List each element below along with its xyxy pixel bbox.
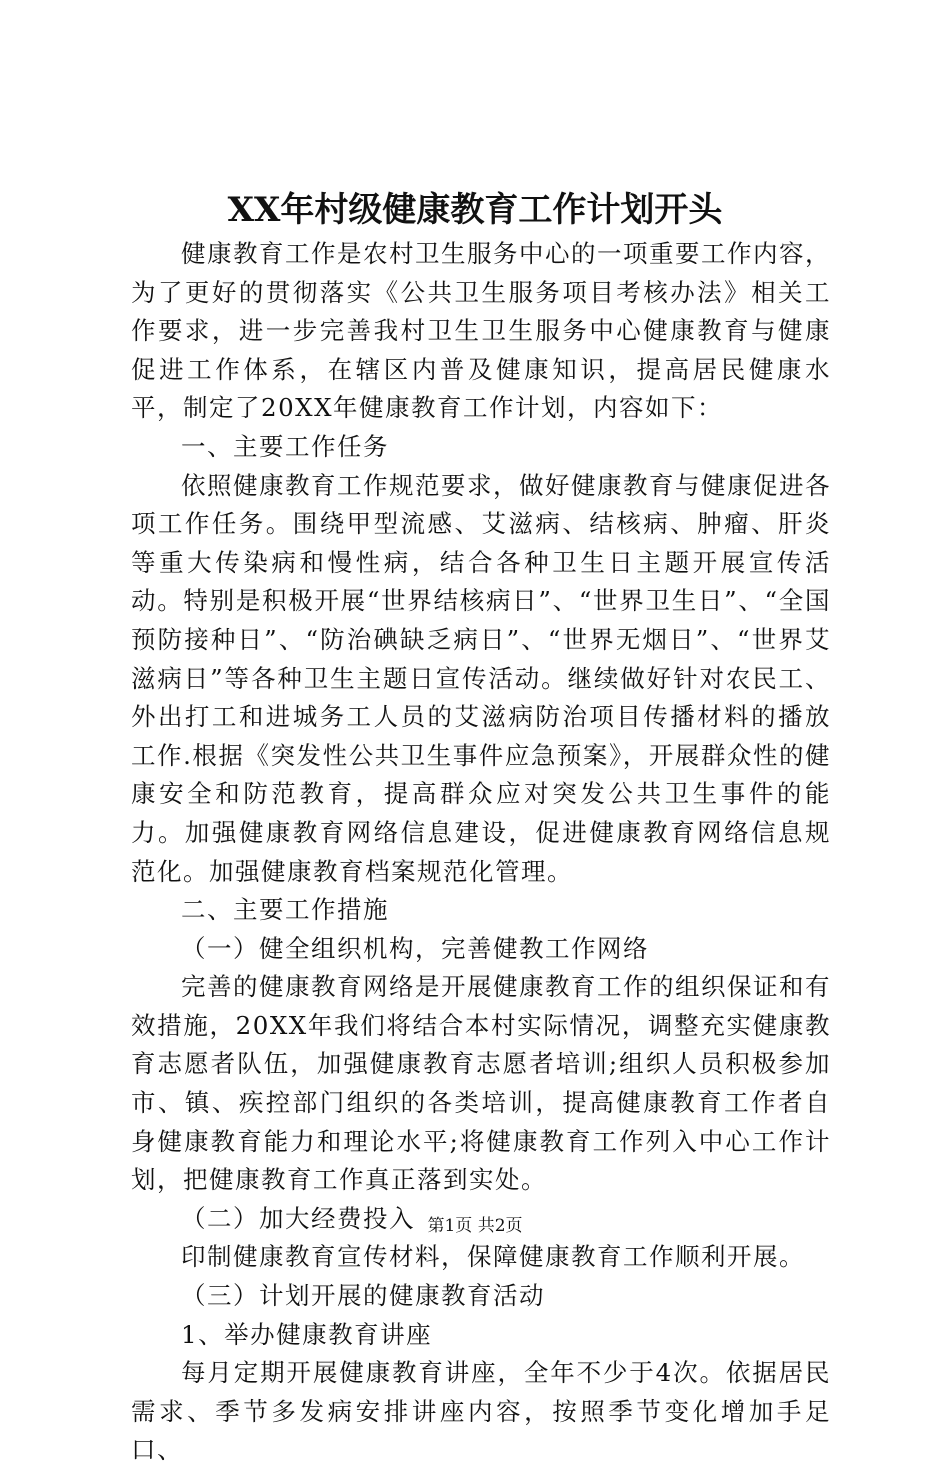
section-heading-main-measures: 二、主要工作措施: [181, 895, 389, 925]
subheading-funding: （二）加大经费投入: [181, 1203, 415, 1233]
item-lectures-heading: 1、举办健康教育讲座: [181, 1319, 433, 1349]
lectures-paragraph: 每月定期开展健康教育讲座，全年不少于4次。依据居民需求、季节多发病安排讲座内容，按照季节变化增加手足口、: [131, 1358, 831, 1465]
page-footer: 第1页 共2页: [427, 1216, 523, 1236]
main-tasks-paragraph: 依照健康教育工作规范要求，做好健康教育与健康促进各项工作任务。围绕甲型流感、艾滋病、结核病、肿瘤、肝炎等重大传染病和慢性病，结合各种卫生日主题开展宣传活动。特别是积极开展“世界结核病日”、“世界卫生日”、“全国预防接种日”、“防治碘缺乏病日”、“世界无烟日”、“世界艾滋病日”等各种卫生主题日宣传活动。继续做好针对农民工、外出打工和进城务工人员的艾滋病防治项目传播材料的播放工作.根据《突发性公共卫生事件应急预案》，开展群众性的健康安全和防范教育，提高群众应对突发公共卫生事件的能力。加强健康教育网络信息建设，促进健康教育网络信息规范化。加强健康教育档案规范化管理。: [131, 470, 831, 886]
organization-paragraph: 完善的健康教育网络是开展健康教育工作的组织保证和有效措施，20XX年我们将结合本村实际情况，调整充实健康教育志愿者队伍，加强健康教育志愿者培训;组织人员积极参加市、镇、疾控部门组织的各类培训，提高健康教育工作者自身健康教育能力和理论水平;将健康教育工作列入中心工作计划，把健康教育工作真正落到实处。: [131, 972, 831, 1195]
subheading-activities: （三）计划开展的健康教育活动: [181, 1281, 545, 1311]
subheading-organization: （一）健全组织机构，完善健教工作网络: [181, 933, 649, 963]
section-heading-main-tasks: 一、主要工作任务: [181, 431, 389, 461]
document-title: XX年村级健康教育工作计划开头: [227, 190, 723, 230]
funding-paragraph: 印制健康教育宣传材料，保障健康教育工作顺利开展。: [181, 1242, 805, 1272]
document-body: [131, 235, 831, 1470]
intro-paragraph: 健康教育工作是农村卫生服务中心的一项重要工作内容，为了更好的贯彻落实《公共卫生服务项目考核办法》相关工作要求，进一步完善我村卫生卫生服务中心健康教育与健康促进工作体系，在辖区内普及健康知识，提高居民健康水平，制定了20XX年健康教育工作计划，内容如下：: [131, 239, 831, 423]
